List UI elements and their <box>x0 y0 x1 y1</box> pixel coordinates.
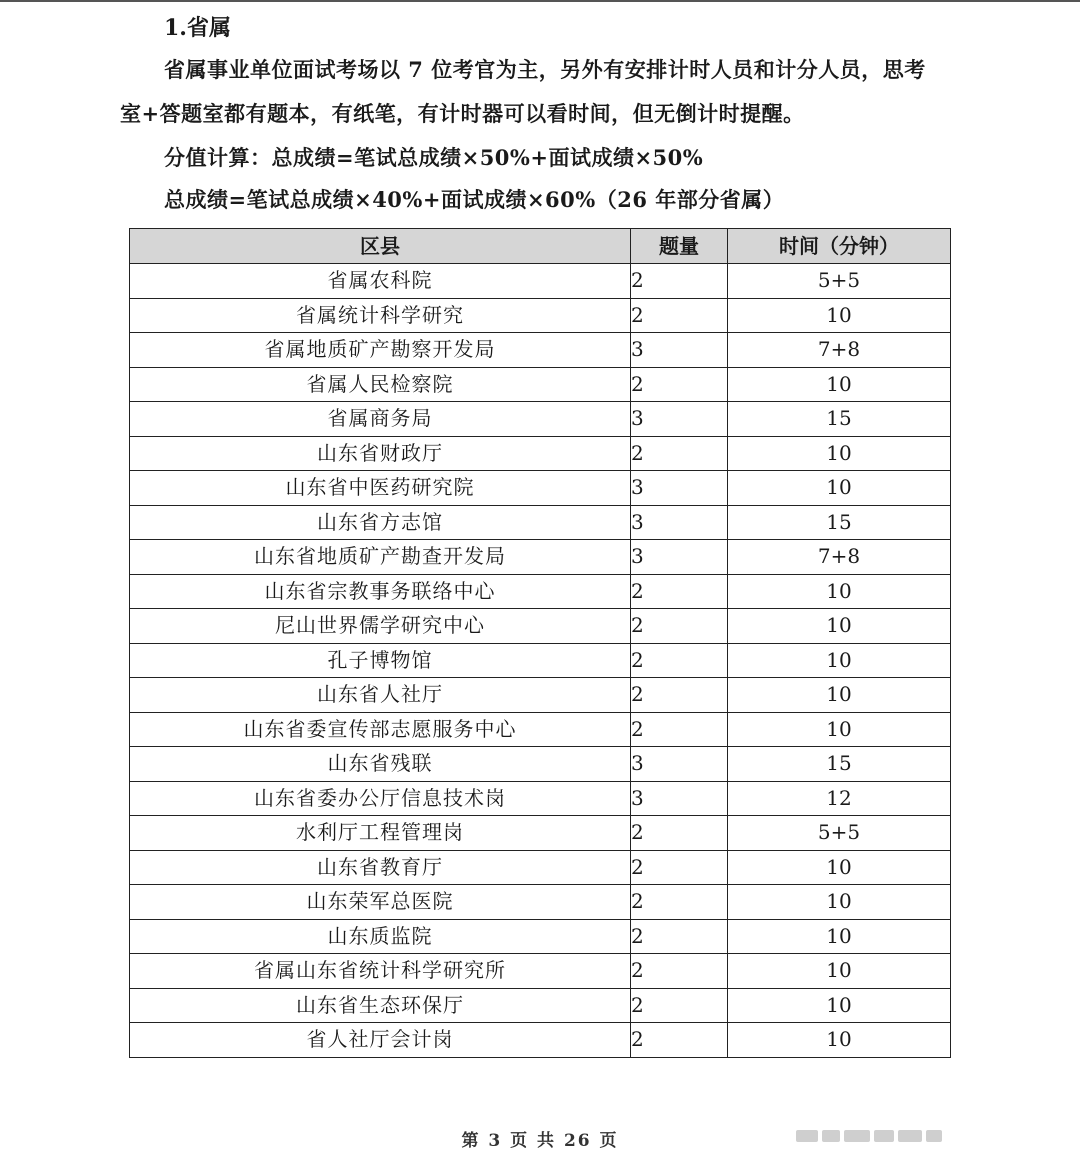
cell-question-count: 2 <box>631 574 728 609</box>
cell-district: 山东省中医药研究院 <box>130 471 631 506</box>
cell-district: 山东省残联 <box>130 747 631 782</box>
cell-question-count: 3 <box>631 540 728 575</box>
score-formula-1: 分值计算：总成绩=笔试总成绩×50%+面试成绩×50% <box>164 145 704 170</box>
cell-district: 孔子博物馆 <box>130 643 631 678</box>
cell-question-count: 2 <box>631 712 728 747</box>
cell-time: 10 <box>728 609 951 644</box>
table-row <box>130 367 951 402</box>
paragraph-1-line-2: 室+答题室都有题本，有纸笔，有计时器可以看时间，但无倒计时提醒。 <box>120 101 805 126</box>
cell-time: 10 <box>728 643 951 678</box>
cell-time: 7+8 <box>728 333 951 368</box>
cell-question-count: 2 <box>631 436 728 471</box>
table-row <box>130 298 951 333</box>
column-header-district: 区县 <box>130 229 631 264</box>
cell-time: 10 <box>728 678 951 713</box>
cell-time: 10 <box>728 954 951 989</box>
cell-time: 10 <box>728 367 951 402</box>
top-rule <box>0 0 1080 2</box>
table-row <box>130 1023 951 1058</box>
cell-time: 10 <box>728 298 951 333</box>
table-row <box>130 436 951 471</box>
cell-question-count: 2 <box>631 367 728 402</box>
table-row <box>130 781 951 816</box>
cell-district: 省属统计科学研究 <box>130 298 631 333</box>
table-header-row <box>130 229 951 264</box>
cell-district: 省属山东省统计科学研究所 <box>130 954 631 989</box>
cell-question-count: 2 <box>631 919 728 954</box>
cell-time: 10 <box>728 919 951 954</box>
cell-time: 7+8 <box>728 540 951 575</box>
cell-time: 10 <box>728 436 951 471</box>
cell-question-count: 3 <box>631 471 728 506</box>
table-row <box>130 540 951 575</box>
cell-district: 山东省教育厅 <box>130 850 631 885</box>
interview-table <box>129 228 951 1058</box>
table-row <box>130 747 951 782</box>
cell-district: 山东质监院 <box>130 919 631 954</box>
cell-district: 山东省委宣传部志愿服务中心 <box>130 712 631 747</box>
cell-district: 山东省财政厅 <box>130 436 631 471</box>
score-formula-2: 总成绩=笔试总成绩×40%+面试成绩×60%（26 年部分省属） <box>164 187 785 212</box>
cell-district: 省人社厅会计岗 <box>130 1023 631 1058</box>
cell-question-count: 2 <box>631 643 728 678</box>
cell-district: 山东省人社厅 <box>130 678 631 713</box>
cell-time: 10 <box>728 885 951 920</box>
cell-district: 省属农科院 <box>130 264 631 299</box>
table-row <box>130 988 951 1023</box>
cell-question-count: 2 <box>631 850 728 885</box>
paragraph-1-line-1: 省属事业单位面试考场以 7 位考官为主，另外有安排计时人员和计分人员，思考 <box>164 57 926 82</box>
table-row <box>130 643 951 678</box>
table-row <box>130 919 951 954</box>
table-row <box>130 471 951 506</box>
table-row <box>130 954 951 989</box>
cell-time: 10 <box>728 471 951 506</box>
cell-district: 山东省地质矿产勘查开发局 <box>130 540 631 575</box>
cell-district: 山东省宗教事务联络中心 <box>130 574 631 609</box>
cell-question-count: 2 <box>631 816 728 851</box>
table-row <box>130 816 951 851</box>
cell-question-count: 2 <box>631 885 728 920</box>
cell-question-count: 2 <box>631 298 728 333</box>
table-row <box>130 402 951 437</box>
cell-district: 山东省方志馆 <box>130 505 631 540</box>
section-heading: 1.省属 <box>164 15 231 41</box>
table-row <box>130 505 951 540</box>
column-header-time: 时间（分钟） <box>728 229 951 264</box>
cell-question-count: 3 <box>631 781 728 816</box>
cell-time: 15 <box>728 402 951 437</box>
cell-district: 山东荣军总医院 <box>130 885 631 920</box>
cell-district: 省属商务局 <box>130 402 631 437</box>
cell-district: 省属地质矿产勘察开发局 <box>130 333 631 368</box>
cell-district: 山东省生态环保厅 <box>130 988 631 1023</box>
cell-time: 10 <box>728 988 951 1023</box>
cell-district: 省属人民检察院 <box>130 367 631 402</box>
cell-question-count: 2 <box>631 264 728 299</box>
table-row <box>130 885 951 920</box>
cell-district: 山东省委办公厅信息技术岗 <box>130 781 631 816</box>
cell-time: 5+5 <box>728 264 951 299</box>
cell-time: 12 <box>728 781 951 816</box>
cell-district: 尼山世界儒学研究中心 <box>130 609 631 644</box>
table-row <box>130 574 951 609</box>
table-row <box>130 712 951 747</box>
cell-question-count: 3 <box>631 402 728 437</box>
column-header-question-count: 题量 <box>631 229 728 264</box>
cell-time: 10 <box>728 574 951 609</box>
cell-question-count: 3 <box>631 333 728 368</box>
page-number: 第 3 页 共 26 页 <box>461 1131 619 1151</box>
table-row <box>130 264 951 299</box>
table-row <box>130 333 951 368</box>
cell-time: 15 <box>728 505 951 540</box>
blurred-watermark <box>796 1126 962 1146</box>
cell-time: 5+5 <box>728 816 951 851</box>
cell-question-count: 3 <box>631 505 728 540</box>
cell-time: 10 <box>728 1023 951 1058</box>
table-body <box>130 264 951 1058</box>
cell-district: 水利厅工程管理岗 <box>130 816 631 851</box>
cell-question-count: 3 <box>631 747 728 782</box>
cell-question-count: 2 <box>631 678 728 713</box>
cell-question-count: 2 <box>631 1023 728 1058</box>
cell-time: 10 <box>728 850 951 885</box>
cell-time: 10 <box>728 712 951 747</box>
cell-question-count: 2 <box>631 609 728 644</box>
cell-time: 15 <box>728 747 951 782</box>
table-row <box>130 609 951 644</box>
cell-question-count: 2 <box>631 954 728 989</box>
table-row <box>130 850 951 885</box>
cell-question-count: 2 <box>631 988 728 1023</box>
table-row <box>130 678 951 713</box>
